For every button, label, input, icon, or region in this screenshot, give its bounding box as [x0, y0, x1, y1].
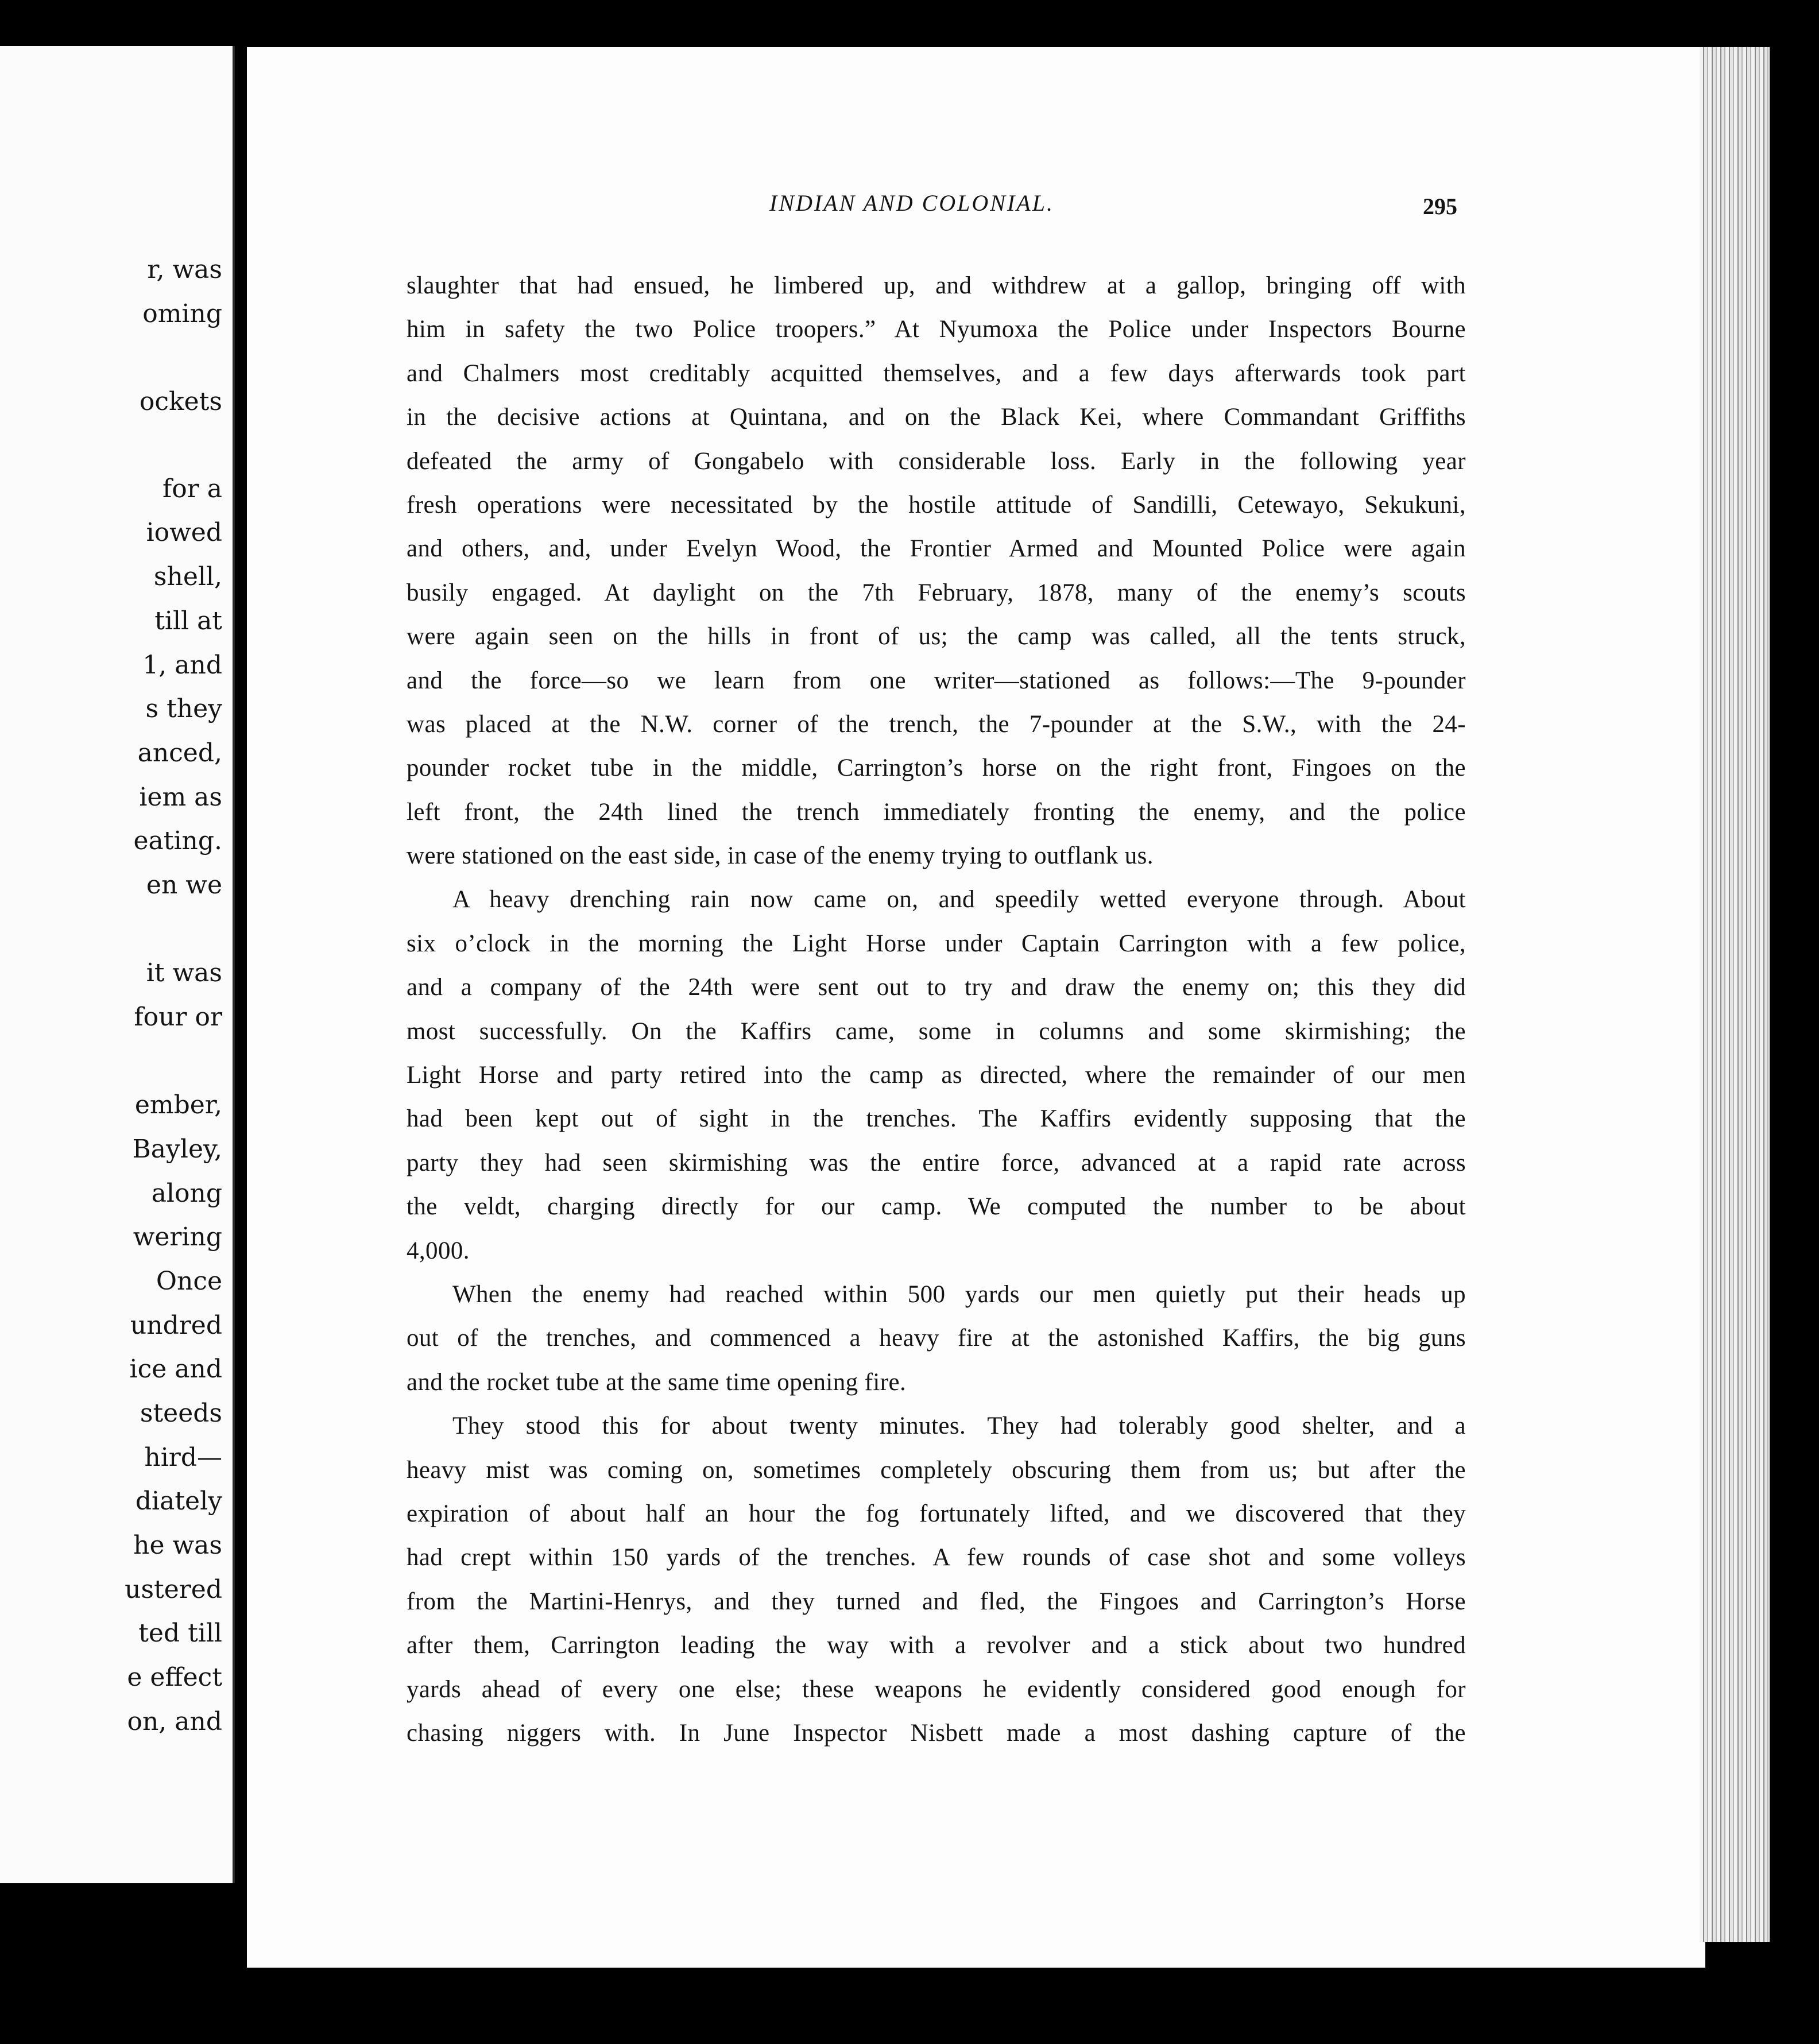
text-line: chasing niggers with. In June Inspector Nisbett made a most dashing capture of the — [407, 1719, 1466, 1747]
text-line: had been kept out of sight in the trenches. The Kaffirs evidently supposing that the — [407, 1105, 1466, 1133]
text-line: and the force—so we learn from one writer—stationed as follows:—The 9-pounder — [407, 667, 1466, 694]
text-line: were again seen on the hills in front of us; the camp was called, all the tents struck, — [407, 623, 1466, 651]
facing-page-line: till at — [154, 606, 222, 636]
facing-page-line: ice and — [129, 1354, 222, 1384]
text-line: was placed at the N.W. corner of the trench, the 7-pounder at the S.W., with the 24- — [407, 710, 1466, 738]
text-line: six o’clock in the morning the Light Horse under Captain Carrington with a few police, — [407, 930, 1466, 957]
text-line: and the rocket tube at the same time opening fire. — [407, 1368, 907, 1396]
page-edges — [1700, 47, 1770, 1942]
text-line: the veldt, charging directly for our camp. We computed the number to be about — [407, 1193, 1466, 1221]
running-head: INDIAN AND COLONIAL. — [769, 190, 1054, 216]
text-line: pounder rocket tube in the middle, Carrington’s horse on the right front, Fingoes on the — [407, 754, 1466, 782]
facing-page-line: it was — [146, 958, 222, 988]
facing-page-line: shell, — [153, 562, 222, 591]
facing-page-line: ember, — [134, 1090, 222, 1120]
text-line: expiration of about half an hour the fog fortunately lifted, and we discovered that they — [407, 1500, 1466, 1527]
facing-page-line: r, was — [147, 255, 222, 284]
text-line: after them, Carrington leading the way with a revolver and a stick about two hundred — [407, 1632, 1466, 1659]
text-line: in the decisive actions at Quintana, and on the Black Kei, where Commandant Griffiths — [407, 404, 1466, 431]
text-line: Light Horse and party retired into the camp as directed, where the remainder of our men — [407, 1062, 1466, 1089]
facing-page-line: Bayley, — [132, 1135, 222, 1164]
text-line: slaughter that had ensued, he limbered up, and withdrew at a gallop, bringing off with — [407, 272, 1466, 299]
text-line: and Chalmers most creditably acquitted themselves, and a few days afterwards took part — [407, 359, 1466, 387]
facing-page-line: for a — [162, 474, 222, 504]
facing-page-line: iowed — [146, 518, 222, 547]
page-number: 295 — [1423, 193, 1457, 219]
text-line: most successfully. On the Kaffirs came, some in columns and some skirmishing; the — [407, 1017, 1466, 1045]
text-line: party they had seen skirmishing was the entire force, advanced at a rapid rate across — [407, 1149, 1466, 1176]
text-line: left front, the 24th lined the trench immediately fronting the enemy, and the police — [407, 798, 1466, 826]
text-line: were stationed on the east side, in case of the enemy trying to outflank us. — [407, 842, 1154, 870]
facing-page-line: oming — [142, 299, 222, 328]
facing-page-line: he was — [133, 1531, 222, 1560]
facing-page-line: ted till — [138, 1619, 222, 1648]
facing-page-line: e effect — [127, 1663, 222, 1692]
facing-page-line: steeds — [140, 1399, 222, 1428]
text-line: heavy mist was coming on, sometimes completely obscuring them from us; but after the — [407, 1456, 1466, 1484]
facing-page-line: hird— — [144, 1443, 222, 1472]
text-line: busily engaged. At daylight on the 7th February, 1878, many of the enemy’s scouts — [407, 579, 1466, 606]
text-line: out of the trenches, and commenced a heavy fire at the astonished Kaffirs, the big guns — [407, 1325, 1466, 1352]
text-line: from the Martini-Henrys, and they turned and fled, the Fingoes and Carrington’s Horse — [407, 1588, 1466, 1615]
facing-page-line: s they — [145, 694, 222, 723]
facing-page-line: ustered — [125, 1575, 222, 1604]
text-line: had crept within 150 yards of the trenches. A few rounds of case shot and some volleys — [407, 1544, 1466, 1571]
text-line: A heavy drenching rain now came on, and speedily wetted everyone through. About — [452, 886, 1466, 913]
text-line: 4,000. — [407, 1237, 470, 1264]
text-line: fresh operations were necessitated by the hostile attitude of Sandilli, Cetewayo, Sekukuni, — [407, 491, 1466, 518]
facing-page-line: eating. — [133, 826, 222, 855]
facing-page-line: en we — [146, 870, 222, 900]
facing-page-line: on, and — [127, 1707, 222, 1736]
facing-page-line: along — [151, 1179, 222, 1208]
text-line: him in safety the two Police troopers.” At Nyumoxa the Police under Inspectors Bourne — [407, 316, 1466, 343]
text-line: When the enemy had reached within 500 yards our men quietly put their heads up — [452, 1280, 1466, 1308]
text-line: yards ahead of every one else; these weapons he evidently considered good enough for — [407, 1675, 1466, 1703]
facing-page-line: four or — [134, 1002, 222, 1032]
facing-page-line: wering — [133, 1222, 222, 1252]
body-text — [407, 264, 1466, 1755]
facing-page-line: diately — [135, 1486, 222, 1516]
text-line: and others, and, under Evelyn Wood, the Frontier Armed and Mounted Police were again — [407, 535, 1466, 563]
text-line: and a company of the 24th were sent out to try and draw the enemy on; this they did — [407, 974, 1466, 1001]
facing-page — [0, 46, 235, 1883]
facing-page-line: anced, — [137, 738, 222, 768]
facing-page-line: iem as — [139, 783, 222, 812]
facing-page-line: undred — [130, 1311, 222, 1340]
text-line: defeated the army of Gongabelo with considerable loss. Early in the following year — [407, 447, 1466, 475]
facing-page-line: Once — [156, 1267, 222, 1296]
facing-page-line: ockets — [139, 387, 222, 416]
text-line: They stood this for about twenty minutes. They had tolerably good shelter, and a — [452, 1412, 1466, 1440]
facing-page-line: 1, and — [142, 651, 222, 680]
